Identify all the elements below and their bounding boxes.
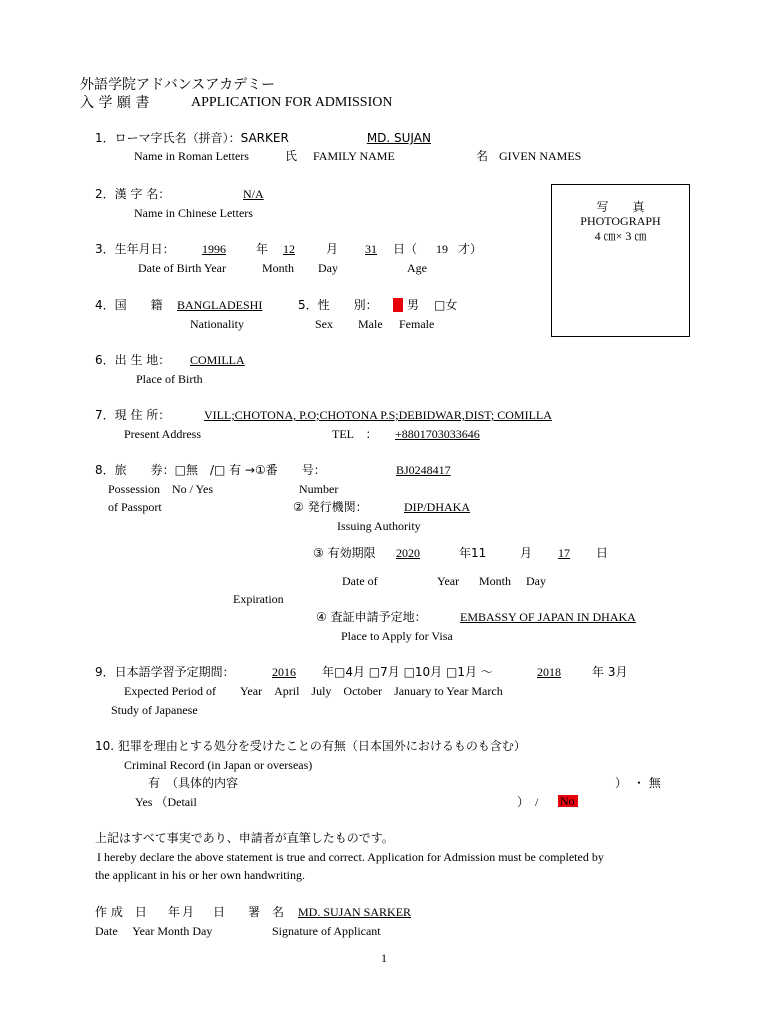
criminal-none-jp[interactable]: ） ・ 無 xyxy=(615,776,661,790)
study-start-year-field[interactable]: 2016 xyxy=(272,665,296,679)
issuer-field[interactable]: DIP/DHAKA xyxy=(404,500,470,514)
q8-sub2: of Passport xyxy=(108,500,162,514)
q5-sub-sex: Sex xyxy=(315,317,333,331)
q4-label: 4．国 籍 xyxy=(95,298,163,312)
expiry-label: ③ 有効期限 xyxy=(313,546,376,560)
declaration-en-line1: I hereby declare the above statement is true and correct. Application for Admission must be completed by xyxy=(97,850,604,864)
male-label: 男 xyxy=(407,298,420,312)
q5-sub-male: Male xyxy=(358,317,383,331)
date-day-jp: 日 xyxy=(213,905,226,919)
birthplace-field[interactable]: COMILLA xyxy=(190,353,245,367)
photo-label-jp: 写 真 xyxy=(596,200,645,214)
given-name-jp: 名 xyxy=(476,149,489,163)
q2-sub: Name in Chinese Letters xyxy=(134,206,253,220)
q7-sub: Present Address xyxy=(124,427,201,441)
birth-year-field[interactable]: 1996 xyxy=(202,242,226,256)
visa-sub: Place to Apply for Visa xyxy=(341,629,453,643)
family-name-en: FAMILY NAME xyxy=(313,149,395,163)
q8-label: 8．旅 券：□無 /□ 有 →①番 号： xyxy=(95,463,326,477)
tel-field[interactable]: +8801703033646 xyxy=(395,427,480,441)
expiry-year-jp: 年11 xyxy=(459,546,487,560)
issuer-sub: Issuing Authority xyxy=(337,519,421,533)
footer-sub-signature: Signature of Applicant xyxy=(272,924,381,938)
age-value[interactable]: 19 xyxy=(436,242,448,256)
expiry-sub-date: Date of xyxy=(342,574,378,588)
q6-label: 6．出 生 地： xyxy=(95,353,171,367)
q9-sub: Expected Period of Year April July October January to Year March xyxy=(124,684,503,698)
photo-size: 4 ㎝× 3 ㎝ xyxy=(594,229,647,243)
criminal-yes-en: Yes （Detail xyxy=(135,795,197,809)
study-end-year-field[interactable]: 2018 xyxy=(537,665,561,679)
study-months[interactable]: 年□4月 □7月 □10月 □1月 ～ xyxy=(322,665,493,679)
photograph-box xyxy=(551,184,690,337)
tel-label: TEL ： xyxy=(332,427,378,441)
given-name-en: GIVEN NAMES xyxy=(499,149,582,163)
q6-sub: Place of Birth xyxy=(136,372,203,386)
birth-month-jp: 月 xyxy=(326,242,339,256)
address-field[interactable]: VILL;CHOTONA, P.O;CHOTONA P.S;DEBIDWAR,DIST; COMILLA xyxy=(204,408,552,422)
expiry-sub-year: Year xyxy=(437,574,460,588)
age-jp: 才） xyxy=(458,242,483,256)
signature-field[interactable]: MD. SUJAN SARKER xyxy=(298,905,412,919)
q2-label: 2．漢 字 名： xyxy=(95,187,171,201)
q4-sub-nationality: Nationality xyxy=(190,317,244,331)
expiry-sub: Expiration xyxy=(233,592,284,606)
photo-label-en: PHOTOGRAPH xyxy=(580,214,661,228)
birth-day-field[interactable]: 31 xyxy=(365,242,377,256)
study-end-month: 年 3月 xyxy=(592,665,628,679)
signature-label: 署 名 xyxy=(248,905,285,919)
nationality-field[interactable]: BANGLADESHI xyxy=(177,298,263,312)
birth-month-field[interactable]: 12 xyxy=(283,242,295,256)
issuer-label: ② 発行機関： xyxy=(293,500,368,514)
female-checkbox[interactable]: □女 xyxy=(434,298,458,312)
expiry-day-jp: 日 xyxy=(596,546,609,560)
q3-sub-day: Day xyxy=(318,261,338,275)
title-jp: 入 学 願 書 xyxy=(80,95,150,111)
q7-label: 7．現 住 所： xyxy=(95,408,171,422)
criminal-close-en: ） / xyxy=(517,795,539,809)
q8-sub-number: Number xyxy=(299,482,339,496)
expiry-sub-month: Month xyxy=(479,574,512,588)
date-year-jp: 年 xyxy=(168,905,181,919)
q1-sub-label: Name in Roman Letters xyxy=(134,149,249,163)
chinese-name-field[interactable]: N/A xyxy=(243,187,264,201)
footer-sub-date: Date Year Month Day xyxy=(95,924,213,938)
q9-sub2: Study of Japanese xyxy=(111,703,198,717)
q5-sub-female: Female xyxy=(399,317,435,331)
declaration-en-line2: the applicant in his or her own handwriting. xyxy=(95,868,305,882)
visa-label: ④ 査証申請予定地： xyxy=(316,610,427,624)
criminal-no-selected[interactable]: No xyxy=(558,795,578,807)
q5-label: 5．性 別： xyxy=(298,298,378,312)
birth-year-jp: 年 xyxy=(256,242,269,256)
page-number: 1 xyxy=(381,951,387,965)
title-en: APPLICATION FOR ADMISSION xyxy=(191,95,393,110)
visa-place-field[interactable]: EMBASSY OF JAPAN IN DHAKA xyxy=(460,610,636,624)
q3-sub: Date of Birth Year xyxy=(138,261,226,275)
expiry-sub-day: Day xyxy=(526,574,546,588)
expiry-month-jp: 月 xyxy=(520,546,533,560)
q3-sub-age: Age xyxy=(407,261,427,275)
birth-day-jp: 日（ xyxy=(393,242,418,256)
family-name-jp: 氏 xyxy=(285,149,298,163)
expiry-day-field[interactable]: 17 xyxy=(558,546,570,560)
q3-sub-month: Month xyxy=(262,261,295,275)
given-name-value[interactable]: MD. SUJAN xyxy=(366,131,431,145)
date-month-jp: 月 xyxy=(182,905,195,919)
passport-number-field[interactable]: BJ0248417 xyxy=(396,463,451,477)
q10-label: 10. 犯罪を理由とする処分を受けたことの有無（日本国外におけるものも含む） xyxy=(95,739,526,753)
school-name: 外語学院アドバンスアカデミー xyxy=(80,77,276,93)
male-checkbox-checked[interactable] xyxy=(393,298,403,312)
criminal-yes-jp[interactable]: 有 （具体的内容 xyxy=(148,776,239,790)
q3-label: 3．生年月日： xyxy=(95,242,175,256)
declaration-jp: 上記はすべて事実であり、申請者が直筆したものです。 xyxy=(95,831,394,845)
expiry-year-field[interactable]: 2020 xyxy=(396,546,420,560)
q10-sub: Criminal Record (in Japan or overseas) xyxy=(124,758,313,772)
q8-sub1: Possession No / Yes xyxy=(108,482,214,496)
date-label: 作 成 日 xyxy=(95,905,147,919)
q1-label: 1．ローマ字氏名（拼音）：SARKER MD. SUJAN xyxy=(95,131,431,145)
q9-label: 9．日本語学習予定期間： xyxy=(95,665,235,679)
